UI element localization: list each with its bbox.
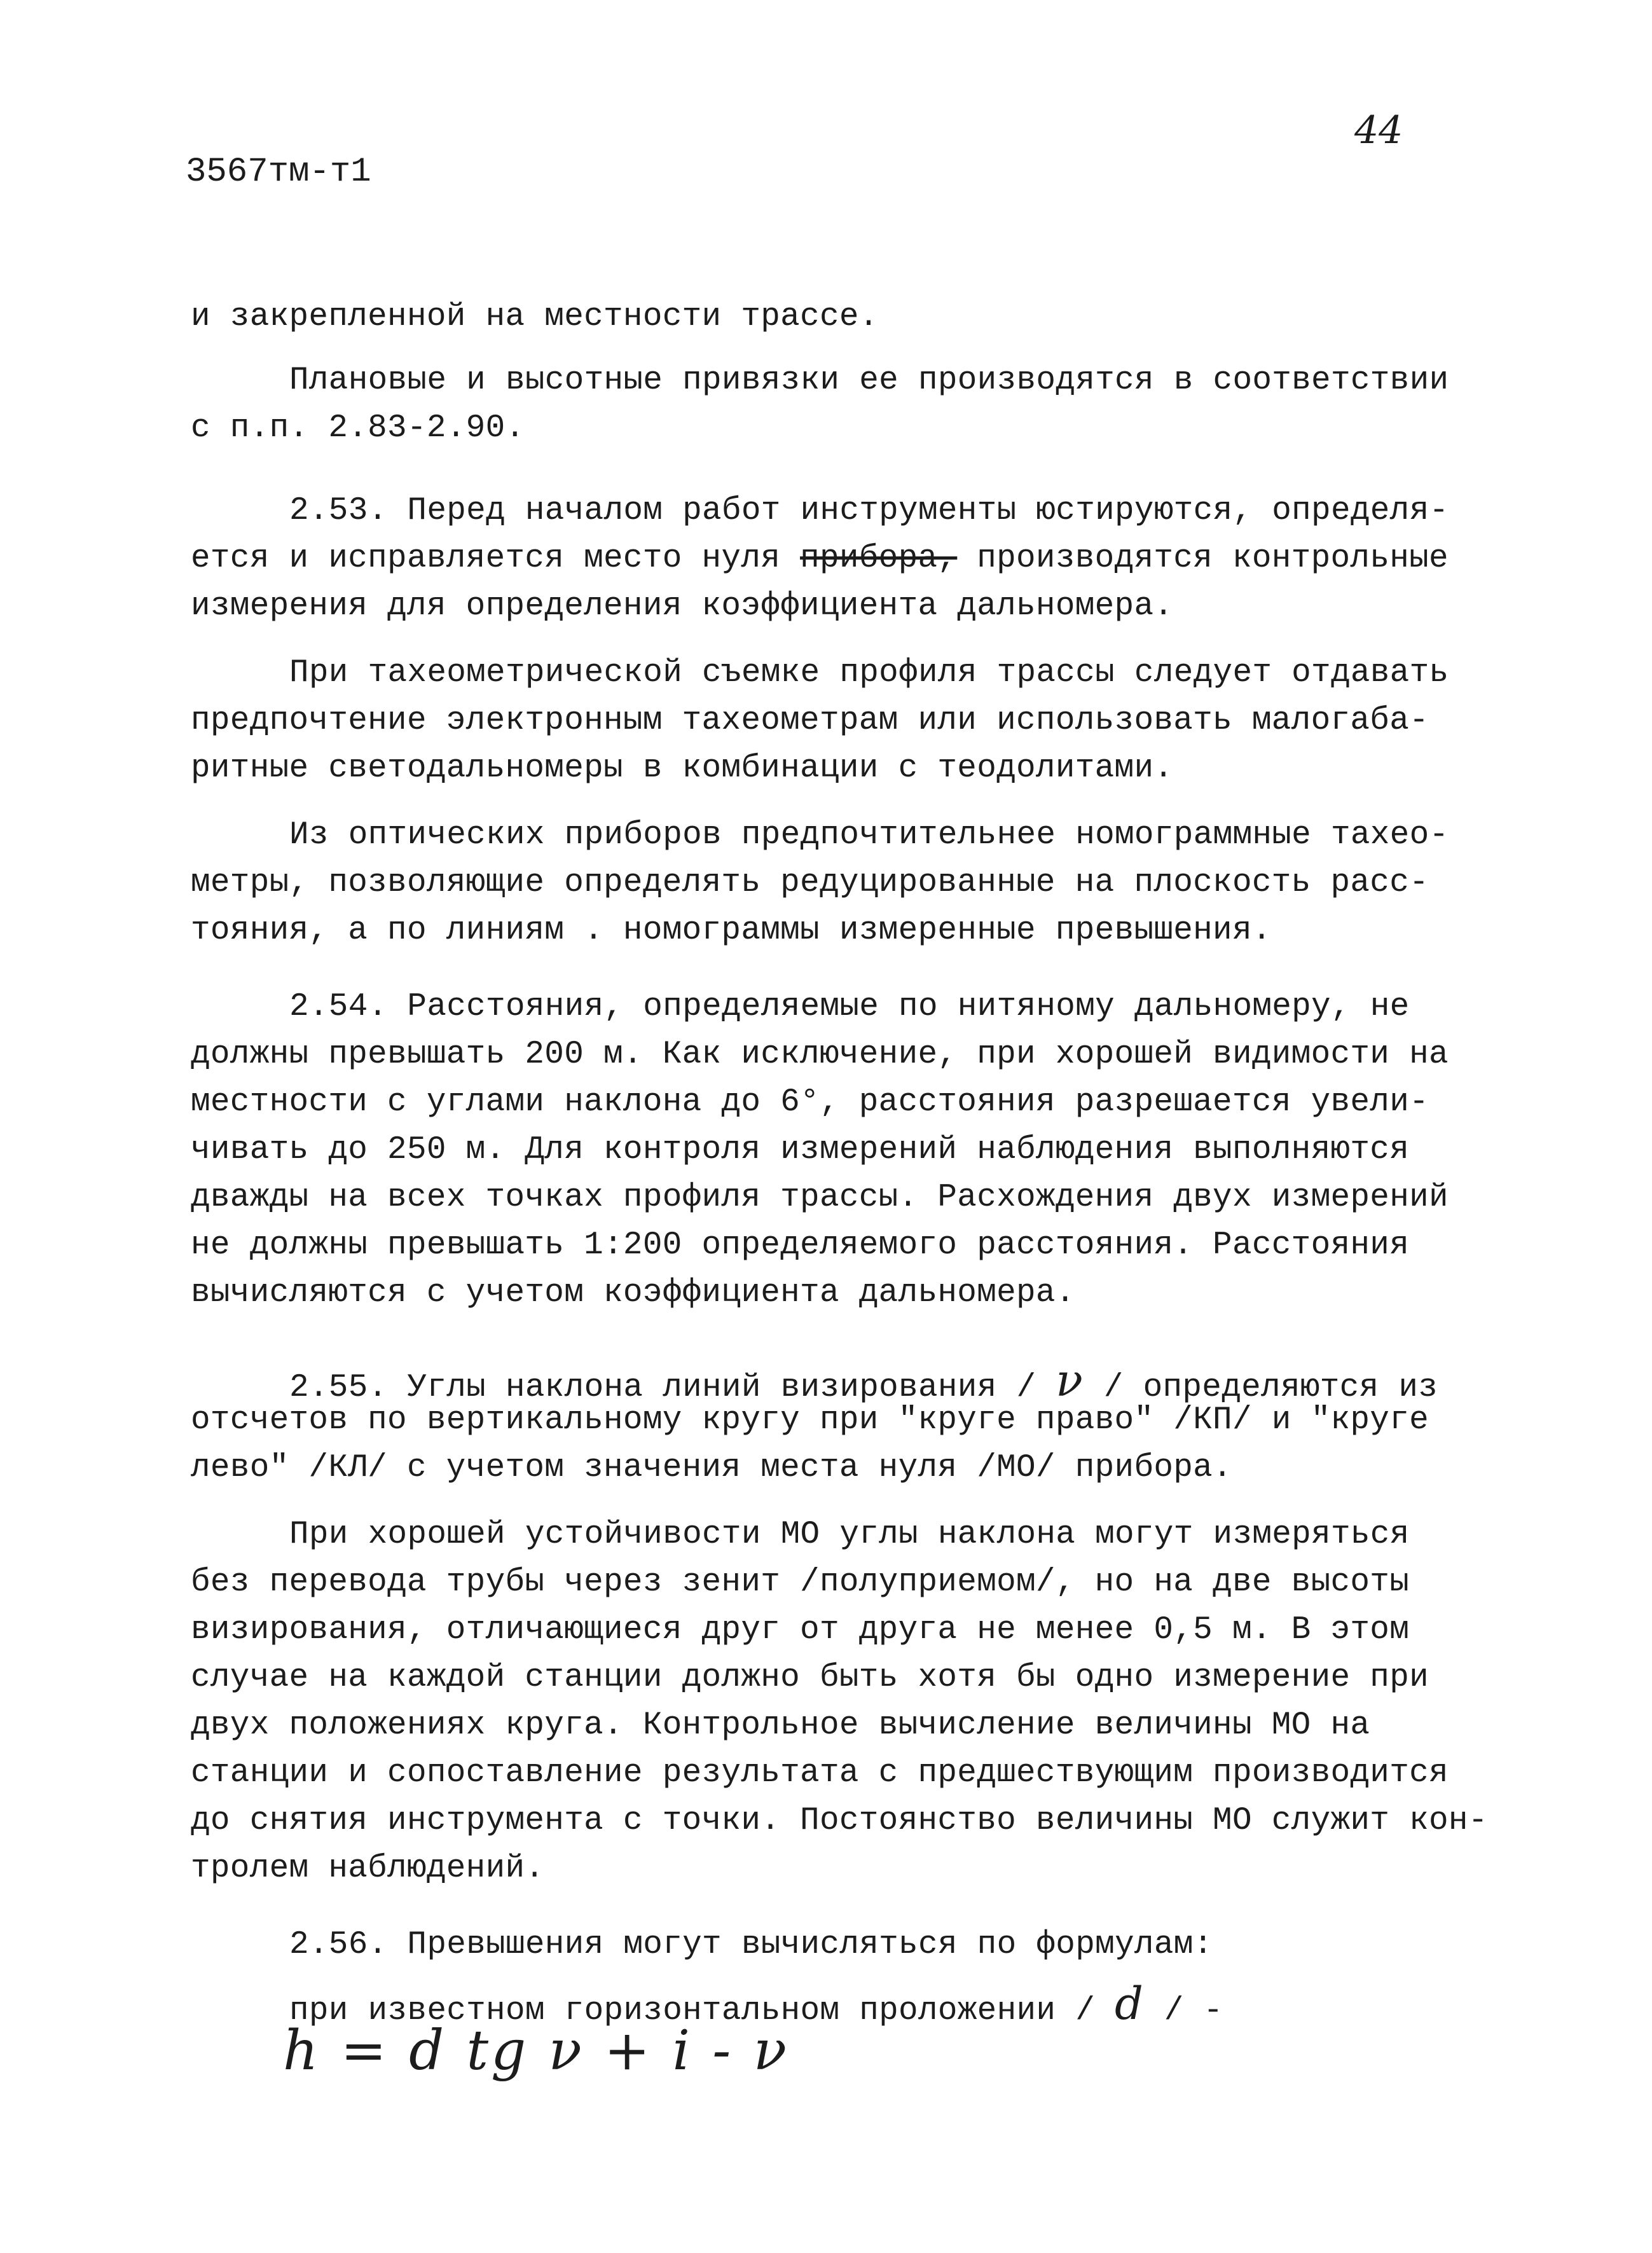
handwritten-formula: h = d tg ν + i - ν [283, 2019, 789, 2083]
text-line: метры, позволяющие определять редуцированные на плоскость расс- [191, 865, 1429, 901]
text-line: вычисляются с учетом коэффициента дальномера. [191, 1275, 1075, 1311]
text-line: должны превышать 200 м. Как исключение, при хорошей видимости на [191, 1037, 1449, 1073]
text-fragment: при известном горизонтальном проложении / [289, 1993, 1115, 2029]
text-line: При хорошей устойчивости МО углы наклона могут измеряться [289, 1517, 1410, 1553]
text-line [191, 541, 1449, 577]
document-code: 3567тм-т1 [186, 153, 371, 191]
text-line: отсчетов по вертикальному кругу при "круге право" /КП/ и "круге [191, 1402, 1429, 1438]
text-line: дважды на всех точках профиля трассы. Расхождения двух измерений [191, 1180, 1449, 1216]
paragraph-2-53-line: 2.53. Перед началом работ инструменты юстируются, определя- [289, 493, 1449, 529]
page-number: 44 [1354, 108, 1403, 153]
text-fragment: / - [1144, 1993, 1223, 2029]
paragraph-2-56-line: 2.56. Превышения могут вычисляться по формулам: [289, 1927, 1213, 1963]
text-fragment: производятся контрольные [957, 541, 1449, 577]
text-line: При тахеометрической съемке профиля трассы следует отдавать [289, 655, 1449, 691]
d-symbol: d [1115, 1978, 1145, 2030]
text-line: тояния, а по линиям . номограммы измеренные превышения. [191, 913, 1272, 949]
nu-symbol: ν [1056, 1354, 1084, 1407]
text-line: двух положениях круга. Контрольное вычисление величины МО на [191, 1707, 1370, 1744]
text-fragment: ется и исправляется место нуля [191, 541, 801, 577]
text-line: без перевода трубы через зенит /полуприемом/, но на две высоты [191, 1564, 1410, 1601]
text-line: лево" /КЛ/ с учетом значения места нуля /МО/ прибора. [191, 1450, 1232, 1486]
text-fragment: 2.55. Углы наклона линий визирования / [289, 1370, 1056, 1406]
text-line: станции и сопоставление результата с предшествующим производится [191, 1755, 1449, 1791]
text-line: случае на каждой станции должно быть хотя бы одно измерение при [191, 1660, 1429, 1696]
paragraph-2-54-line: 2.54. Расстояния, определяемые по нитяному дальномеру, не [289, 989, 1410, 1025]
text-line: местности с углами наклона до 6°, расстояния разрешается увели- [191, 1084, 1429, 1120]
text-line: и закрепленной на местности трассе. [191, 299, 879, 335]
struck-word: прибора, [800, 541, 958, 577]
paragraph-2-55-line [289, 1354, 1438, 1407]
text-line: предпочтение электронным тахеометрам или использовать малогаба- [191, 703, 1429, 739]
text-line: Плановые и высотные привязки ее производятся в соответствии [289, 362, 1449, 399]
text-fragment: / определяются из [1084, 1370, 1438, 1406]
text-line: Из оптических приборов предпочтительнее номограммные тахео- [289, 817, 1449, 853]
text-line: чивать до 250 м. Для контроля измерений наблюдения выполняются [191, 1132, 1410, 1168]
text-line: с п.п. 2.83-2.90. [191, 410, 525, 446]
text-line: до снятия инструмента с точки. Постоянство величины МО служит кон- [191, 1803, 1488, 1839]
text-line: визирования, отличающиеся друг от друга не менее 0,5 м. В этом [191, 1612, 1410, 1648]
text-line: не должны превышать 1:200 определяемого расстояния. Расстояния [191, 1227, 1410, 1264]
text-line: измерения для определения коэффициента дальномера. [191, 588, 1174, 624]
text-line: тролем наблюдений. [191, 1850, 545, 1887]
text-line: ритные светодальномеры в комбинации с теодолитами. [191, 750, 1174, 787]
